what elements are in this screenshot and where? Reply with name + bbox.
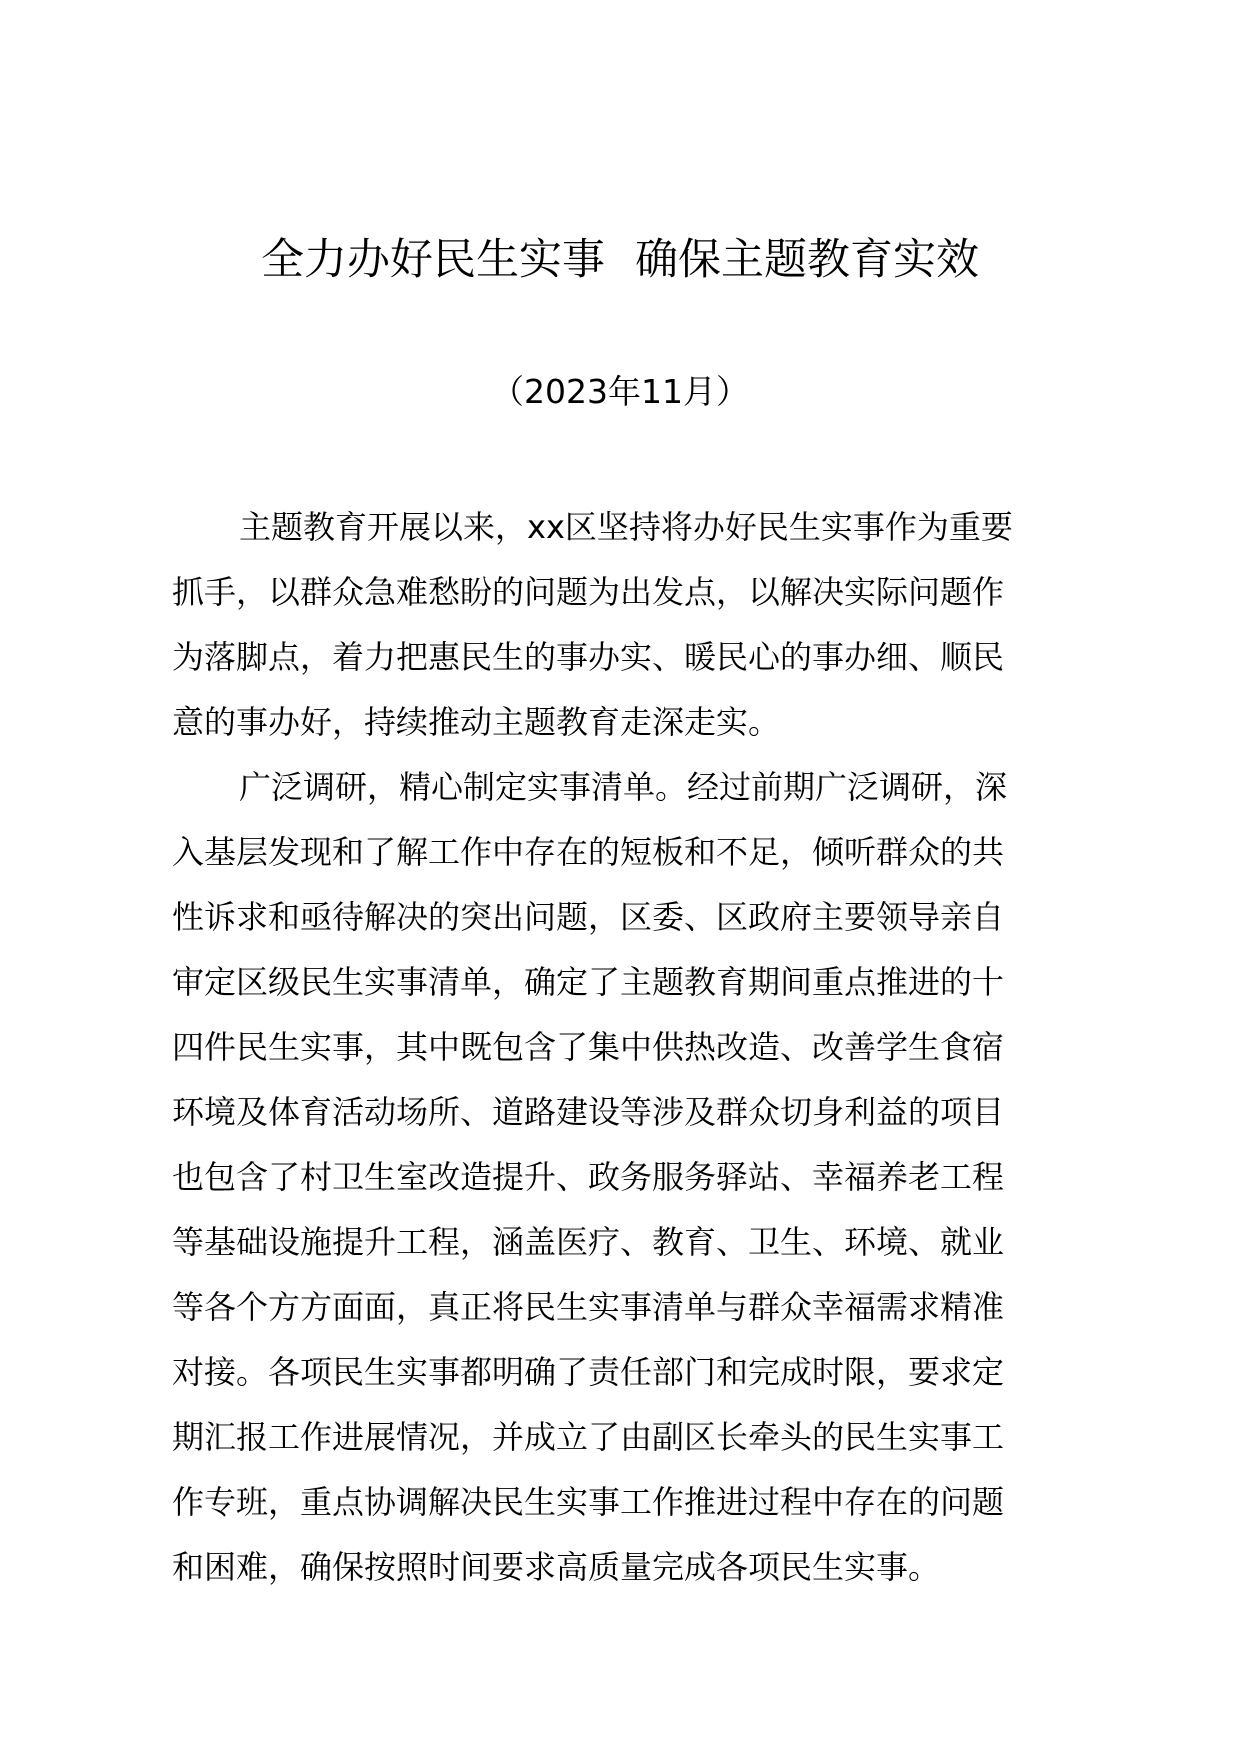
paragraph-line: 作专班，重点协调解决民生实事工作推进过程中存在的问题 — [172, 1483, 1005, 1521]
paragraph-line: 等基础设施提升工程，涵盖医疗、教育、卫生、环境、就业 — [172, 1223, 1005, 1261]
paragraph-line: 期汇报工作进展情况，并成立了由副区长牵头的民生实事工 — [172, 1418, 1005, 1456]
paragraph-line: 和困难，确保按照时间要求高质量完成各项民生实事。 — [172, 1548, 941, 1586]
paragraph-line: 入基层发现和了解工作中存在的短板和不足，倾听群众的共 — [172, 833, 1005, 871]
document-date: （2023年11月） — [491, 372, 749, 411]
paragraph-2 — [172, 755, 1072, 1600]
paragraph-line: 广泛调研，精心制定实事清单。经过前期广泛调研，深 — [239, 768, 1008, 806]
paragraph-line: 主题教育开展以来，xx区坚持将办好民生实事作为重要 — [239, 508, 1013, 546]
paragraph-line: 意的事办好，持续推动主题教育走深走实。 — [172, 703, 781, 741]
paragraph-1 — [172, 495, 1072, 755]
paragraph-line: 对接。各项民生实事都明确了责任部门和完成时限，要求定 — [172, 1353, 1005, 1391]
paragraph-line: 为落脚点，着力把惠民生的事办实、暖民心的事办细、顺民 — [172, 638, 1005, 676]
paragraph-line: 性诉求和亟待解决的突出问题，区委、区政府主要领导亲自 — [172, 898, 1005, 936]
title-part-1: 全力办好民生实事 — [261, 235, 605, 285]
paragraph-line: 抓手，以群众急难愁盼的问题为出发点，以解决实际问题作 — [172, 573, 1005, 611]
paragraph-line: 四件民生实事，其中既包含了集中供热改造、改善学生食宿 — [172, 1028, 1005, 1066]
paragraph-line: 等各个方方面面，真正将民生实事清单与群众幸福需求精准 — [172, 1288, 1005, 1326]
document-body — [172, 495, 1072, 1600]
title-part-2: 确保主题教育实效 — [635, 235, 979, 285]
paragraph-line: 也包含了村卫生室改造提升、政务服务驿站、幸福养老工程 — [172, 1158, 1005, 1196]
document-title — [0, 232, 1240, 288]
paragraph-line: 审定区级民生实事清单，确定了主题教育期间重点推进的十 — [172, 963, 1005, 1001]
paragraph-line: 环境及体育活动场所、道路建设等涉及群众切身利益的项目 — [172, 1093, 1005, 1131]
